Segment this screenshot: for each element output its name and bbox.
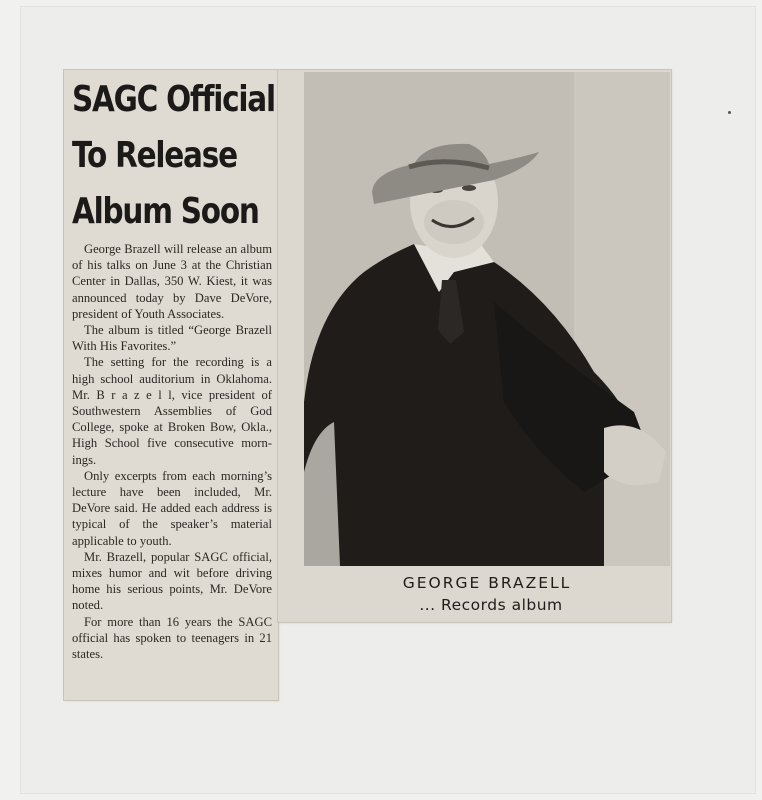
- paragraph: The setting for the recording is a high school auditorium in Oklahoma. Mr. B r a z e l l, vice president of Southwestern Assemblies of God College, spoke at Broken Bow, Okla., High School five consecutive mornings.: [72, 355, 272, 467]
- caption-subtitle: ... Records album: [419, 596, 563, 614]
- photo-caption: [304, 572, 670, 616]
- portrait-illustration: [304, 72, 670, 566]
- caption-name: GEORGE BRAZELL: [402, 574, 572, 592]
- paper-speck: [728, 111, 731, 114]
- headline-line-1: SAGC Official: [72, 79, 275, 120]
- paragraph: Only excerpts from each morning’s lecture have been included, Mr. DeVore said. He added each address is typical of the speaker’s material applicable to youth.: [72, 468, 272, 548]
- paragraph: Mr. Brazell, popular SAGC official, mixes humor and wit before driving home his serious points, Mr. DeVore noted.: [72, 549, 272, 613]
- paragraph: The album is titled “George Brazell With His Favorites.”: [72, 323, 272, 354]
- headline-line-3: Album Soon: [72, 191, 259, 232]
- article-body: [72, 241, 272, 662]
- portrait-photo: [304, 72, 670, 566]
- paragraph: For more than 16 years the SAGC official has spoken to teenagers in 21 states.: [72, 614, 272, 662]
- paragraph: George Brazell will release an album of his talks on June 3 at the Christian Center in Dallas, 350 W. Kiest, it was announced today by Dave DeVore, president of Youth Associates.: [72, 242, 272, 321]
- headline: [72, 72, 275, 240]
- headline-line-2: To Release: [72, 135, 237, 176]
